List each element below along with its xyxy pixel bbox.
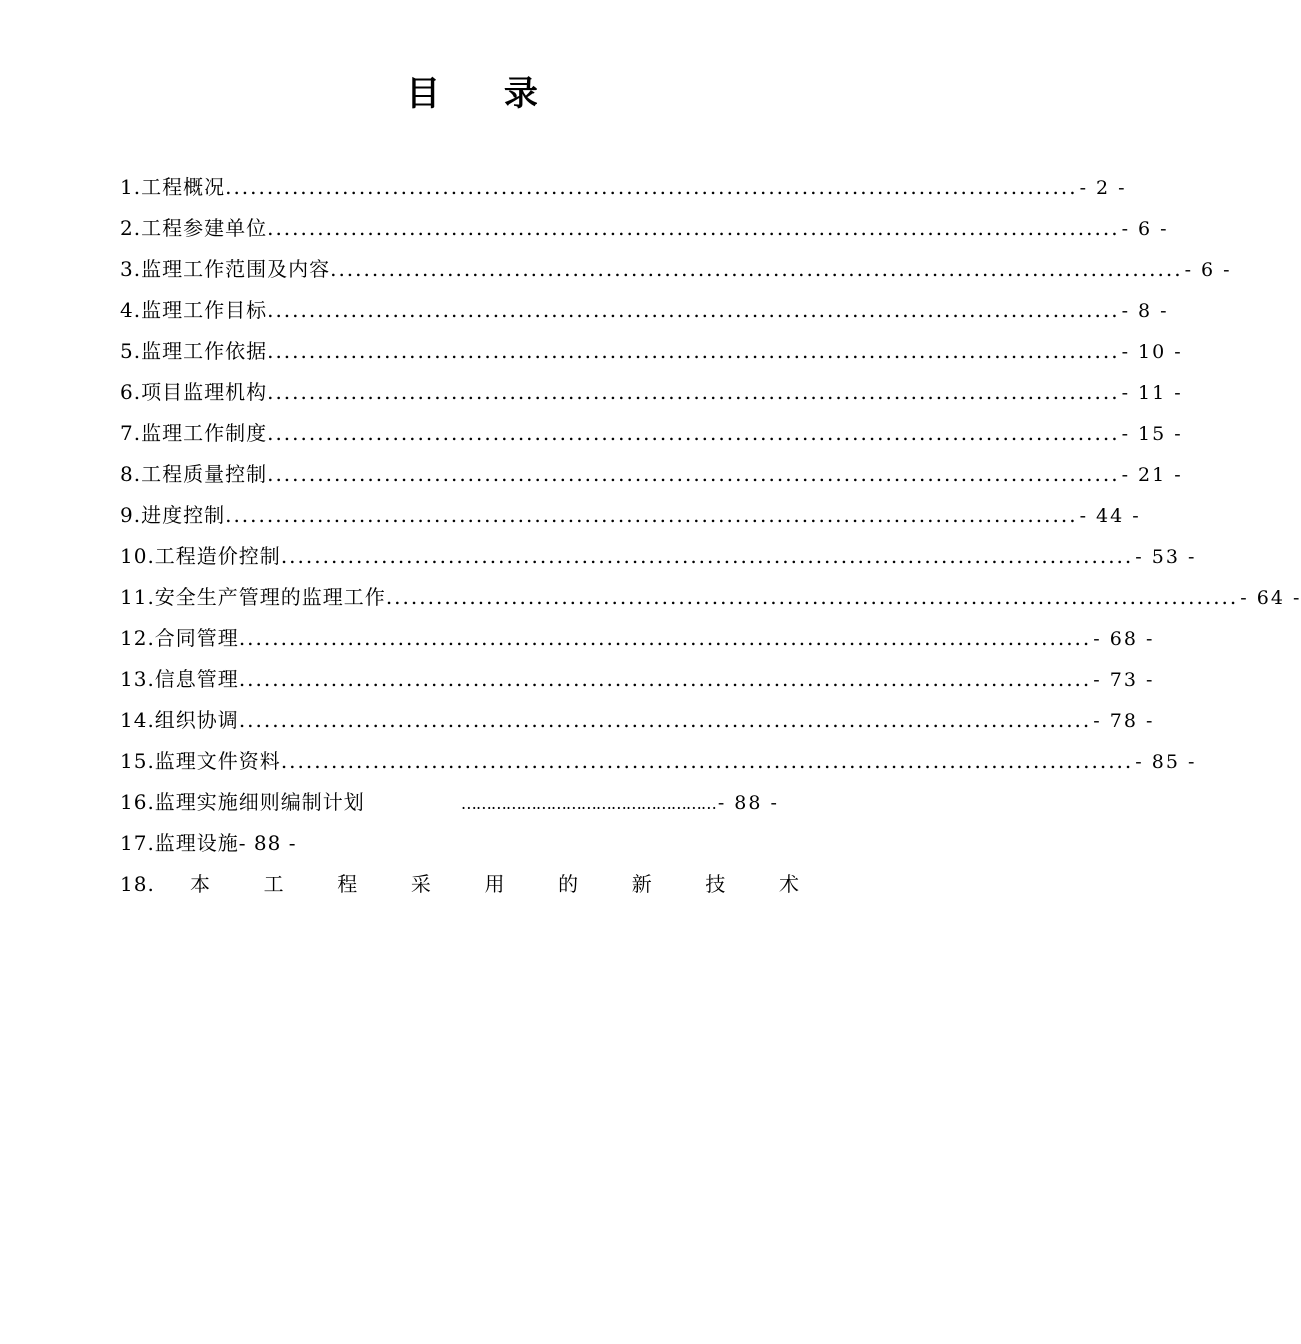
toc-entry-label: 15.监理文件资料 [120, 749, 281, 773]
toc-entry-label: 11.安全生产管理的监理工作 [120, 585, 386, 609]
toc-entry-label: 8.工程质量控制 [120, 462, 268, 486]
toc-entry-label: 17.监理设施- 88 - [120, 831, 297, 855]
toc-dot-leader: ...................................................................................................... [267, 421, 1120, 445]
toc-entry-1[interactable] [120, 167, 1127, 208]
toc-entry-label: 9.进度控制 [120, 503, 226, 527]
toc-page-number: - 8 - [1121, 300, 1169, 322]
toc-entry-8[interactable] [120, 454, 1183, 495]
toc-entry-17[interactable] [120, 823, 838, 864]
toc-dot-leader: ...................................................................................................... [385, 585, 1239, 609]
toc-entry-char: 新 [631, 872, 653, 896]
toc-page-number: - 2 - [1079, 177, 1127, 199]
toc-dot-leader: ...................................................................................................... [267, 339, 1120, 363]
toc-entry-number: 18. [120, 872, 155, 896]
toc-page-number: - 10 - [1121, 341, 1183, 363]
toc-entry-label: 1.工程概况 [120, 175, 226, 199]
toc-entry-label: 6.项目监理机构 [120, 380, 268, 404]
toc-entry-15[interactable] [120, 741, 1197, 782]
toc-entry-13[interactable] [120, 659, 1155, 700]
toc-dot-leader: ...................................................................................................... [225, 503, 1078, 527]
toc-entry-7[interactable] [120, 413, 1183, 454]
toc-entry-12[interactable] [120, 618, 1155, 659]
toc-page-number: - 21 - [1121, 464, 1183, 486]
toc-page-number: - 6 - [1184, 259, 1232, 281]
toc-page-number: - 11 - [1121, 382, 1183, 404]
toc-entry-9[interactable] [120, 495, 1141, 536]
toc-dot-leader: ...................................................................................................... [267, 380, 1120, 404]
toc-dot-leader: ...................................................................................................... [280, 749, 1134, 773]
toc-dot-leader: ...................................................................................................... [280, 544, 1134, 568]
toc-page-number: - 85 - [1135, 751, 1197, 773]
toc-page-number: - 6 - [1121, 218, 1169, 240]
toc-page-number: - 73 - [1093, 669, 1155, 691]
page-title: 目 录 [406, 74, 564, 114]
toc-entry-5[interactable] [120, 331, 1183, 372]
toc-page-number: - 15 - [1121, 423, 1183, 445]
toc-entry-label: 14.组织协调 [120, 708, 239, 732]
toc-entry-char: 术 [779, 872, 800, 896]
toc-entry-label: 2.工程参建单位 [120, 216, 268, 240]
toc-entry-char: 的 [558, 872, 580, 896]
toc-entry-3[interactable] [120, 249, 1232, 290]
toc-page-number: - 64 - [1240, 587, 1301, 609]
toc-entry-4[interactable] [120, 290, 1169, 331]
toc-entry-11[interactable] [120, 577, 1301, 618]
toc-entry-char: 工 [263, 872, 285, 896]
toc-page-number: - 53 - [1135, 546, 1197, 568]
toc-dot-leader: ...................................................................................................... [238, 626, 1092, 650]
toc-page-number: - 88 - [717, 792, 779, 814]
toc-page-number: - 44 - [1079, 505, 1141, 527]
toc-entry-char: 本 [190, 872, 211, 896]
toc-entry-label: 10.工程造价控制 [120, 544, 281, 568]
toc-entry-label: 16.监理实施细则编制计划 [120, 790, 365, 814]
toc-entry-char: 用 [484, 872, 506, 896]
toc-entry-char: 采 [410, 872, 432, 896]
toc-entry-6[interactable] [120, 372, 1183, 413]
toc-entry-16[interactable] [120, 782, 838, 823]
toc-entry-label: 3.监理工作范围及内容 [120, 257, 331, 281]
toc-dot-leader: ...................................................................................................... [330, 257, 1183, 281]
toc-entry-char: 程 [337, 872, 359, 896]
toc-entry-18[interactable] [120, 864, 800, 905]
toc-page-number: - 78 - [1093, 710, 1155, 732]
toc-dot-leader: ...................................................................................................... [238, 667, 1092, 691]
toc-entry-2[interactable] [120, 208, 1169, 249]
toc-entry-10[interactable] [120, 536, 1197, 577]
toc-entry-14[interactable] [120, 700, 1155, 741]
toc-entry-char: 技 [705, 872, 727, 896]
toc-entry-label: 4.监理工作目标 [120, 298, 268, 322]
toc-dot-leader: ...................................................................................................... [267, 462, 1120, 486]
toc-page-number: - 68 - [1093, 628, 1155, 650]
toc-ellipsis-leader: …………………………………………… [460, 794, 716, 813]
toc-dot-leader: ...................................................................................................... [238, 708, 1092, 732]
table-of-contents [120, 167, 1301, 905]
toc-entry-label: 7.监理工作制度 [120, 421, 268, 445]
toc-entry-label: 5.监理工作依据 [120, 339, 268, 363]
toc-entry-label [190, 864, 800, 905]
toc-dot-leader: ...................................................................................................... [225, 175, 1078, 199]
toc-dot-leader: ...................................................................................................... [267, 298, 1120, 322]
toc-entry-label: 13.信息管理 [120, 667, 239, 691]
toc-dot-leader: ...................................................................................................... [267, 216, 1120, 240]
toc-entry-label: 12.合同管理 [120, 626, 239, 650]
